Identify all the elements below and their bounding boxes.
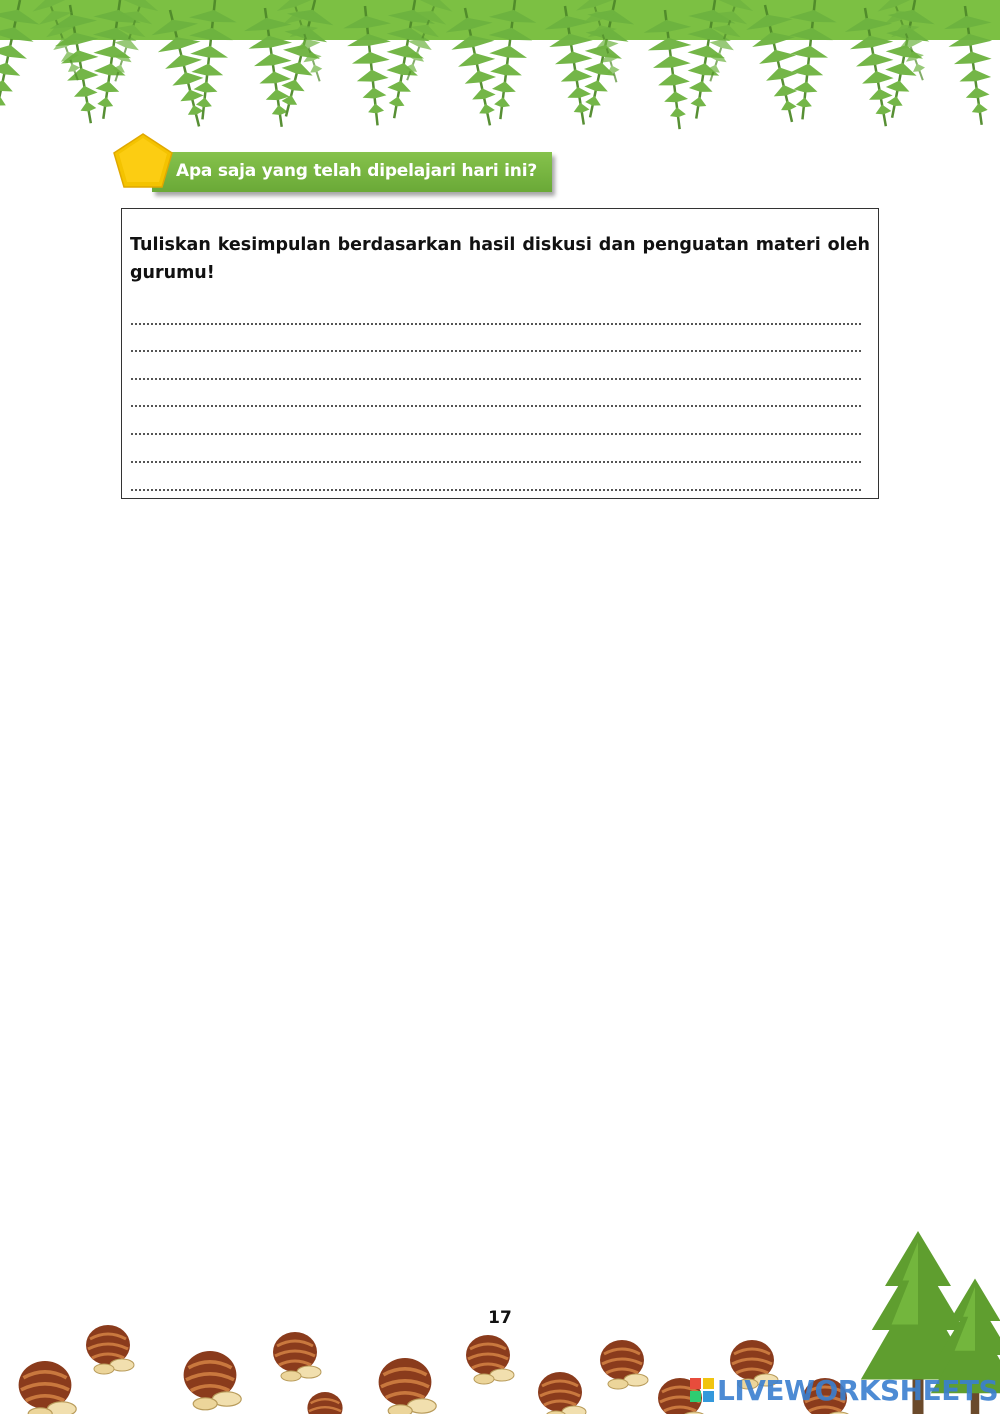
pentagon-icon [112, 132, 174, 190]
header-banner [152, 152, 552, 192]
watermark-text: LIVEWORKSHEETS [717, 1373, 999, 1407]
answer-line-5[interactable] [131, 433, 861, 435]
answer-box [121, 208, 879, 499]
liveworksheets-logo-icon [690, 1378, 714, 1402]
instruction-text: Tuliskan kesimpulan berdasarkan hasil diskusi dan penguatan materi oleh gurumu! [130, 235, 870, 283]
page-number: 17 [488, 1308, 512, 1328]
answer-line-3[interactable] [131, 378, 861, 380]
answer-line-7[interactable] [131, 489, 861, 491]
answer-line-2[interactable] [131, 350, 861, 352]
liveworksheets-watermark [690, 1373, 998, 1407]
section-header [112, 132, 562, 198]
answer-line-1[interactable] [131, 323, 861, 325]
fern-border-decoration [0, 0, 1000, 140]
section-title: Apa saja yang telah dipelajari hari ini? [176, 161, 537, 181]
answer-line-4[interactable] [131, 405, 861, 407]
answer-line-6[interactable] [131, 461, 861, 463]
